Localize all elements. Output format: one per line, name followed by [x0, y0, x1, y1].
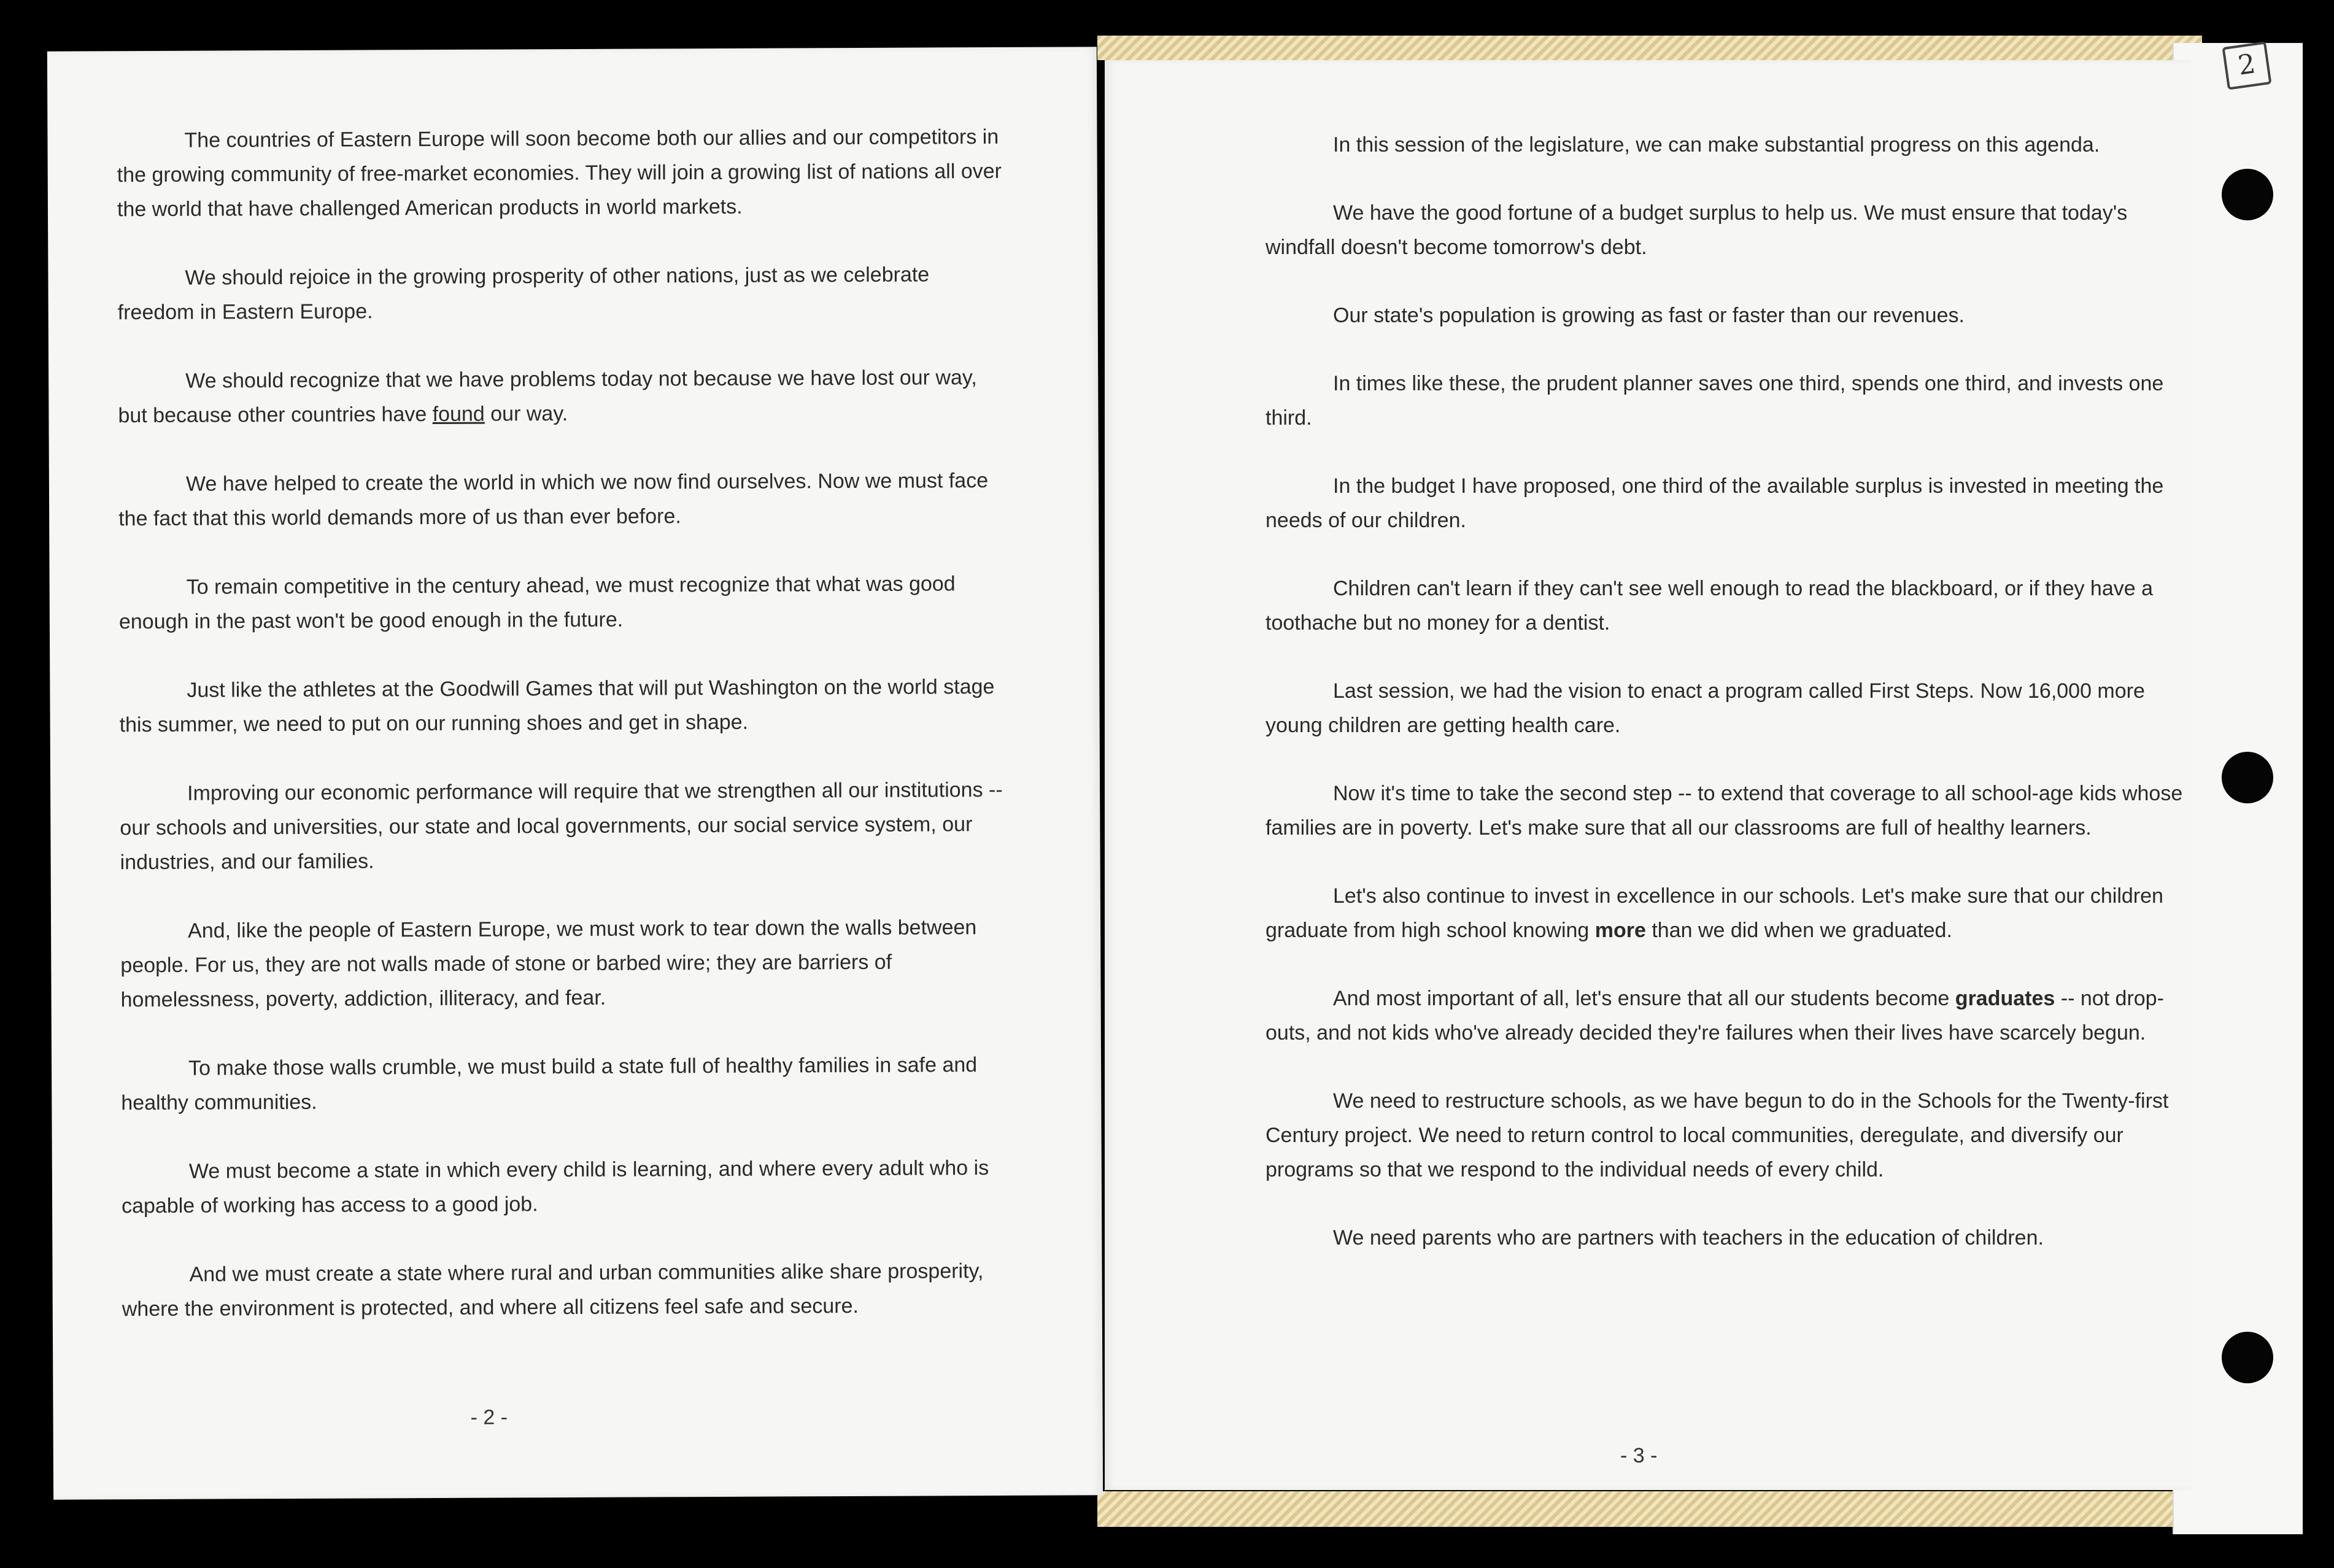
paragraph — [1266, 879, 2192, 948]
paragraph: The countries of Eastern Europe will soon become both our allies and our competitors in the growing community of free-market economies. They will join a growing list of nations all over the world that have challenged American products in world markets. — [117, 125, 1002, 222]
bold-word: more — [1594, 919, 1646, 942]
paragraph: Just like the athletes at the Goodwill Games that will put Washington on the world stage this summer, we need to put on our running shoes and get in shape. — [119, 675, 995, 737]
paragraph: In times like these, the prudent planner saves one third, spends one third, and invests one third. — [1266, 372, 2164, 430]
paragraph: We have helped to create the world in which we now find ourselves. Now we must face the fact that this world demands more of us than ever before. — [118, 469, 989, 531]
paragraph: In the budget I have proposed, one third of the available surplus is invested in meeting the needs of our children. — [1266, 474, 2164, 532]
page-number: - 2 - — [470, 1405, 508, 1429]
paragraph: And, like the people of Eastern Europe, we must work to tear down the walls between people. For us, they are not walls made of stone or barbed wire; they are barriers of homelessness, poverty, addiction, illiteracy, and fear. — [120, 916, 977, 1012]
paragraph: In this session of the legislature, we can make substantial progress on this agenda. — [1333, 133, 2100, 156]
handwritten-page-mark: 2 — [2222, 41, 2271, 90]
folder-edge-top — [1097, 36, 2202, 60]
page-number: - 3 - — [1620, 1444, 1658, 1467]
bold-word: graduates — [1955, 987, 2055, 1010]
binder-hole — [2222, 752, 2273, 803]
paragraph: We need to restructure schools, as we have begun to do in the Schools for the Twenty-first Century project. We need to return control to local communities, deregulate, and diversify our programs so that we respond to the individual needs of every child. — [1266, 1089, 2169, 1181]
page-left-text — [117, 120, 1012, 1361]
folder-edge-bottom — [1097, 1491, 2202, 1527]
underlined-word: found — [432, 402, 485, 427]
paragraph: Children can't learn if they can't see well enough to read the blackboard, or if they have a toothache but no money for a dentist. — [1266, 577, 2154, 635]
paragraph-text: than we did when we graduated. — [1645, 919, 1952, 942]
paragraph: Improving our economic performance will require that we strengthen all our institutions -- our schools and universities, our state and local governments, our social service system, our industries, and our families. — [120, 778, 1003, 875]
paragraph: Last session, we had the vision to enact a program called First Steps. Now 16,000 more young children are getting health care. — [1266, 679, 2145, 737]
paragraph: Our state's population is growing as fast or faster than our revenues. — [1333, 304, 1965, 327]
paragraph: To remain competitive in the century ahead, we must recognize that what was good enough in the past won't be good enough in the future. — [118, 572, 956, 634]
paragraph: We need parents who are partners with teachers in the education of children. — [1333, 1226, 2044, 1249]
binder-hole — [2222, 1332, 2273, 1383]
paragraph-text: We should recognize that we have problems today not because we have lost our way, but because other countries have — [118, 366, 977, 428]
paragraph-text: And most important of all, let's ensure that all our students become — [1333, 987, 1955, 1010]
paragraph: We must become a state in which every child is learning, and where every adult who is capable of working has access to a good job. — [121, 1156, 989, 1218]
paragraph: To make those walls crumble, we must build a state full of healthy families in safe and healthy communities. — [121, 1053, 978, 1115]
paragraph-text: Let's also continue to invest in excellence in our schools. Let's make sure that our children graduate from high school knowing — [1266, 884, 2163, 942]
paragraph-text: our way. — [484, 402, 568, 426]
page-right — [1105, 60, 2191, 1490]
paragraph: We should rejoice in the growing prosperity of other nations, just as we celebrate freedom in Eastern Europe. — [117, 263, 930, 325]
paragraph-text: -- not drop-outs, and not kids who've already decided they're failures when their lives have scarcely begun. — [1266, 987, 2164, 1045]
binder-hole — [2222, 169, 2273, 220]
paragraph — [1266, 981, 2192, 1050]
page-right-text — [1266, 128, 2192, 1289]
paragraph — [118, 360, 1008, 433]
paragraph: We have the good fortune of a budget surplus to help us. We must ensure that today's windfall doesn't become tomorrow's debt. — [1266, 201, 2128, 259]
page-left — [47, 47, 1103, 1499]
paragraph: Now it's time to take the second step -- to extend that coverage to all school-age kids whose families are in poverty. Let's make sure that all our classrooms are full of healthy learners. — [1266, 782, 2183, 840]
paragraph: And we must create a state where rural and urban communities alike share prosperity, where the environment is protected, and where all citizens feel safe and secure. — [122, 1259, 984, 1321]
